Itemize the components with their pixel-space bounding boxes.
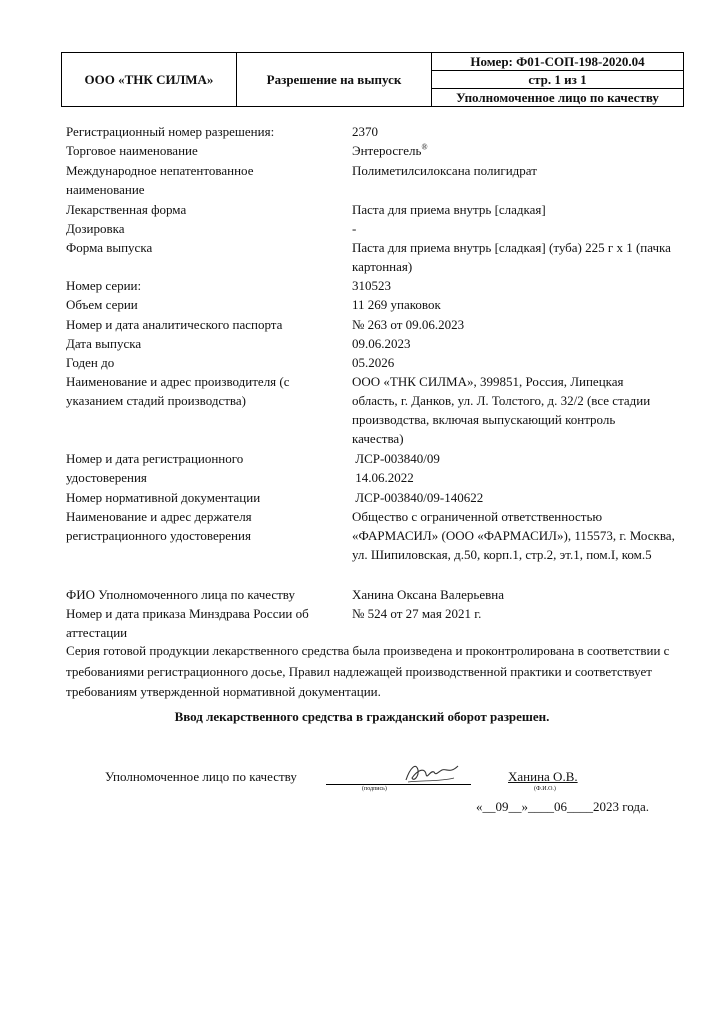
field-label: Номер и дата приказа Минздрава России об аттестации [66, 606, 309, 640]
field-label: Лекарственная форма [66, 202, 187, 217]
field-label: Номер и дата аналитического паспорта [66, 317, 283, 332]
field-value: Паста для приема внутрь [сладкая] [352, 202, 546, 217]
field-value: Паста для приема внутрь [сладкая] (туба) 225 г x 1 (пачка картонная) [352, 240, 671, 274]
field-label: Номер серии: [66, 278, 142, 293]
field-value: № 524 от 27 мая 2021 г. [352, 606, 482, 621]
field-label: Дозировка [66, 221, 125, 236]
header-table [61, 52, 684, 107]
field-label: Наименование и адрес держателя регистрационного удостоверения [66, 509, 252, 543]
field-label: Номер и дата регистрационного удостоверения [66, 451, 244, 485]
handwritten-signature [402, 760, 462, 786]
signature-caption: (подпись) [362, 786, 387, 792]
release-conclusion: Ввод лекарственного средства в гражданский оборот разрешен. [174, 709, 550, 724]
header-role: Уполномоченное лицо по качеству [432, 89, 684, 107]
compliance-statement: Серия готовой продукции лекарственного средства была произведена и проконтролирована в соответствии с требованиями регистрационного досье, Правил надлежащей производственной практики и соответствует требованиям утвержденной нормативной документации. [66, 643, 670, 699]
field-value-wrap [352, 141, 682, 160]
field-label: Форма выпуска [66, 240, 153, 255]
field-value: 310523 [352, 278, 391, 293]
field-label: Годен до [66, 355, 115, 370]
field-label: Дата выпуска [66, 336, 142, 351]
field-label: Торговое наименование [66, 143, 198, 158]
field-label: Международное непатентованное наименование [66, 163, 254, 197]
field-value: ООО «ТНК СИЛМА», 399851, Россия, Липецкая область, г. Данков, ул. Л. Толстого, д. 32/2 (все стадии производства, включая выпускающий контроль качества) [352, 374, 651, 446]
field-value: - [352, 221, 357, 236]
field-label: ФИО Уполномоченного лица по качеству [66, 587, 295, 602]
name-caption: (Ф.И.О.) [534, 786, 556, 792]
field-value: 11 269 упаковок [352, 297, 441, 312]
field-value: Энтеросгель [352, 143, 422, 158]
company-name: ООО «ТНК СИЛМА» [62, 53, 237, 107]
field-value: 09.06.2023 [352, 336, 411, 351]
field-value: ЛСР-003840/09 14.06.2022 [355, 451, 440, 485]
field-value: Ханина Оксана Валерьевна [352, 587, 504, 602]
field-label: Номер нормативной документации [66, 490, 261, 505]
field-label: Наименование и адрес производителя (с указанием стадий производства) [66, 374, 290, 408]
field-label: Регистрационный номер разрешения: [66, 124, 275, 139]
field-value: № 263 от 09.06.2023 [352, 317, 465, 332]
field-value: 2370 [352, 124, 378, 139]
field-value: Общество с ограниченной ответственностью «ФАРМАСИЛ» (ООО «ФАРМАСИЛ»), 115573, г. Москва, ул. Шипиловская, д.50, корп.1, стр.2, эт.1, пом.I, ком.5 [352, 509, 675, 562]
document-number: Номер: Ф01-СОП-198-2020.04 [432, 53, 684, 71]
registered-mark: ® [421, 142, 428, 152]
release-date: «__09__»____06____2023 года. [476, 799, 650, 814]
field-label: Объем серии [66, 297, 138, 312]
field-value: 05.2026 [352, 355, 395, 370]
page-counter: стр. 1 из 1 [432, 71, 684, 89]
field-value: Полиметилсилоксана полигидрат [352, 163, 537, 178]
signatory-name: Ханина О.В. [508, 769, 578, 784]
document-title: Разрешение на выпуск [237, 53, 432, 107]
signature-label: Уполномоченное лицо по качеству [105, 769, 297, 784]
field-value: ЛСР-003840/09-140622 [352, 490, 484, 505]
